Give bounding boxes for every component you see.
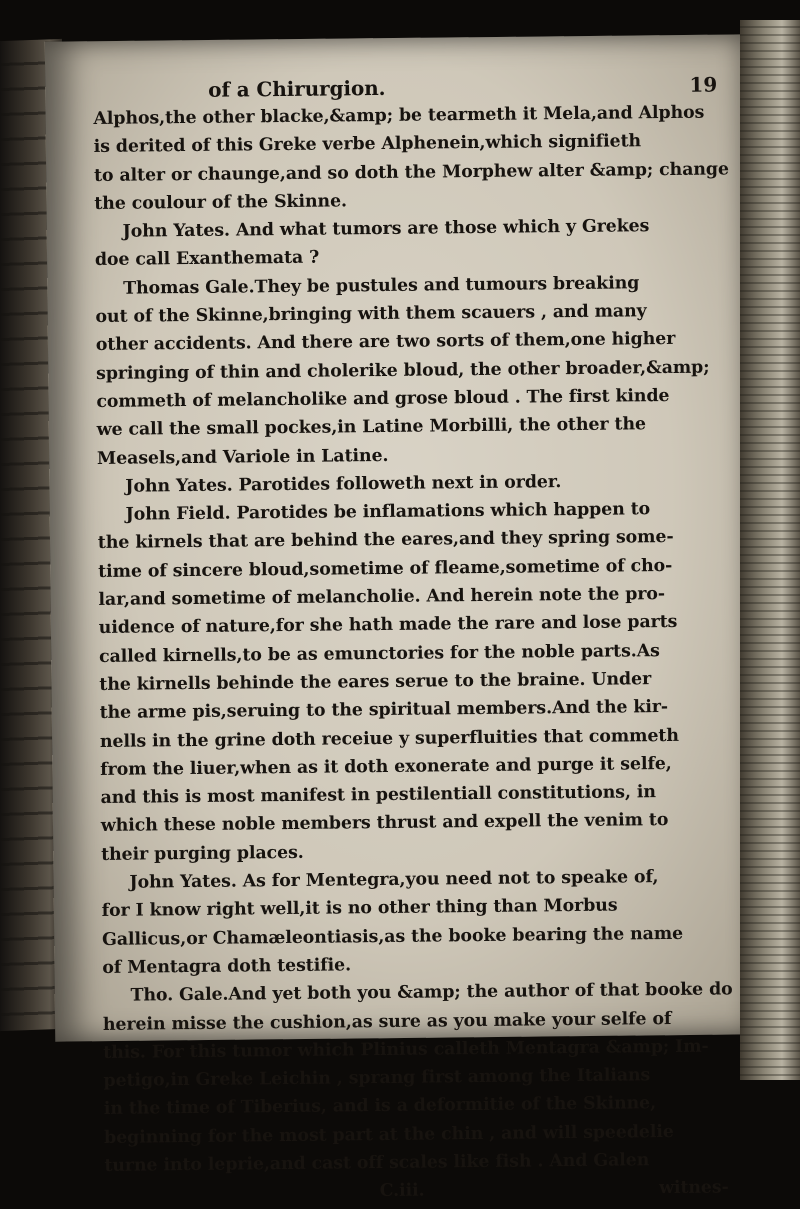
text-line: doe call Exanthemata ? — [94, 248, 320, 271]
text-line: springing of thin and cholerike bloud, the other broader,&amp; — [95, 357, 710, 384]
text-line: Tho. Gale.And yet both you &amp; the author of that booke do — [130, 979, 733, 1006]
text-line: lar,and sometime of melancholie. And herein note the pro- — [98, 584, 666, 611]
body-text — [93, 98, 733, 1180]
text-line: turne into leprie,and cast off scales like fish . And Galen — [104, 1150, 650, 1176]
text-line: herein misse the cushion,as sure as you make your selfe of — [102, 1008, 672, 1035]
text-line: to alter or chaunge,and so doth the Morphew alter &amp; change — [93, 158, 729, 186]
text-line: uidence of nature,for she hath made the rare and lose parts — [98, 612, 678, 639]
text-line: other accidents. And there are two sorts of them,one higher — [95, 329, 676, 356]
text-line: petigo,in Greke Leichin , sprang first among the Italians — [103, 1065, 651, 1092]
text-line: John Field. Parotides be inflamations which happen to — [125, 499, 651, 525]
text-line: John Yates. Parotides followeth next in order. — [125, 471, 562, 497]
text-line: of Mentagra doth testifie. — [102, 955, 352, 978]
text-line: in the time of Tiberius, and is a deformitie of the Skinne, — [103, 1093, 657, 1120]
text-line: John Yates. As for Mentegra,you need not to speake of, — [129, 867, 659, 893]
text-line: the coulour of the Skinne. — [94, 191, 348, 214]
text-line: is derited of this Greke verbe Alphenein,which signifieth — [93, 131, 642, 158]
text-line: from the liuer,when as it doth exonerate and purge it selfe, — [100, 753, 672, 780]
text-line: Thomas Gale.They be pustules and tumours breaking — [123, 273, 640, 299]
text-line: time of sincere bloud,sometime of fleame,sometime of cho- — [98, 555, 673, 582]
text-line: beginning for the most part at the chin , and will speedelie — [103, 1121, 674, 1148]
text-line: their purging places. — [101, 842, 304, 865]
text-line: the kirnells behinde the eares serue to the braine. Under — [99, 669, 652, 695]
catchword: witnes- — [658, 1177, 729, 1199]
text-line: out of the Skinne,bringing with them scauers , and many — [95, 301, 647, 328]
text-line: we call the small pockes,in Latine Morbilli, the other the — [96, 414, 647, 441]
text-line: commeth of melancholike and grose bloud . The first kinde — [96, 385, 670, 412]
text-line: nells in the grine doth receiue y superfluities that commeth — [99, 725, 679, 752]
running-title: of a Chirurgion. — [208, 75, 386, 102]
text-line: which these noble members thrust and expell the venim to — [100, 810, 669, 837]
page-text — [93, 71, 733, 1208]
text-line: Alphos,the other blacke,&amp; be tearmeth it Mela,and Alphos — [93, 102, 705, 129]
book-fore-edge — [740, 20, 800, 1080]
text-line: the arme pis,seruing to the spiritual members.And the kir- — [99, 697, 669, 724]
text-line: Measels,and Variole in Latine. — [96, 445, 389, 469]
text-line: called kirnells,to be as emunctories for the noble parts.As — [98, 640, 660, 667]
text-line: this. For this tumor which Plinius calleth Mentagra &amp; Im- — [103, 1036, 709, 1063]
text-line: the kirnels that are behind the eares,and they spring some- — [97, 527, 674, 554]
text-line: Gallicus,or Chamæleontiasis,as the booke bearing the name — [101, 923, 684, 950]
text-line: and this is most manifest in pestilentiall constitutions, in — [100, 782, 656, 809]
signature-mark: C.iii. — [379, 1180, 425, 1202]
text-line: John Yates. And what tumors are those which y Grekes — [122, 216, 650, 242]
text-line: for I know right well,it is no other thing than Morbus — [101, 895, 618, 922]
page-number: 19 — [689, 72, 718, 97]
